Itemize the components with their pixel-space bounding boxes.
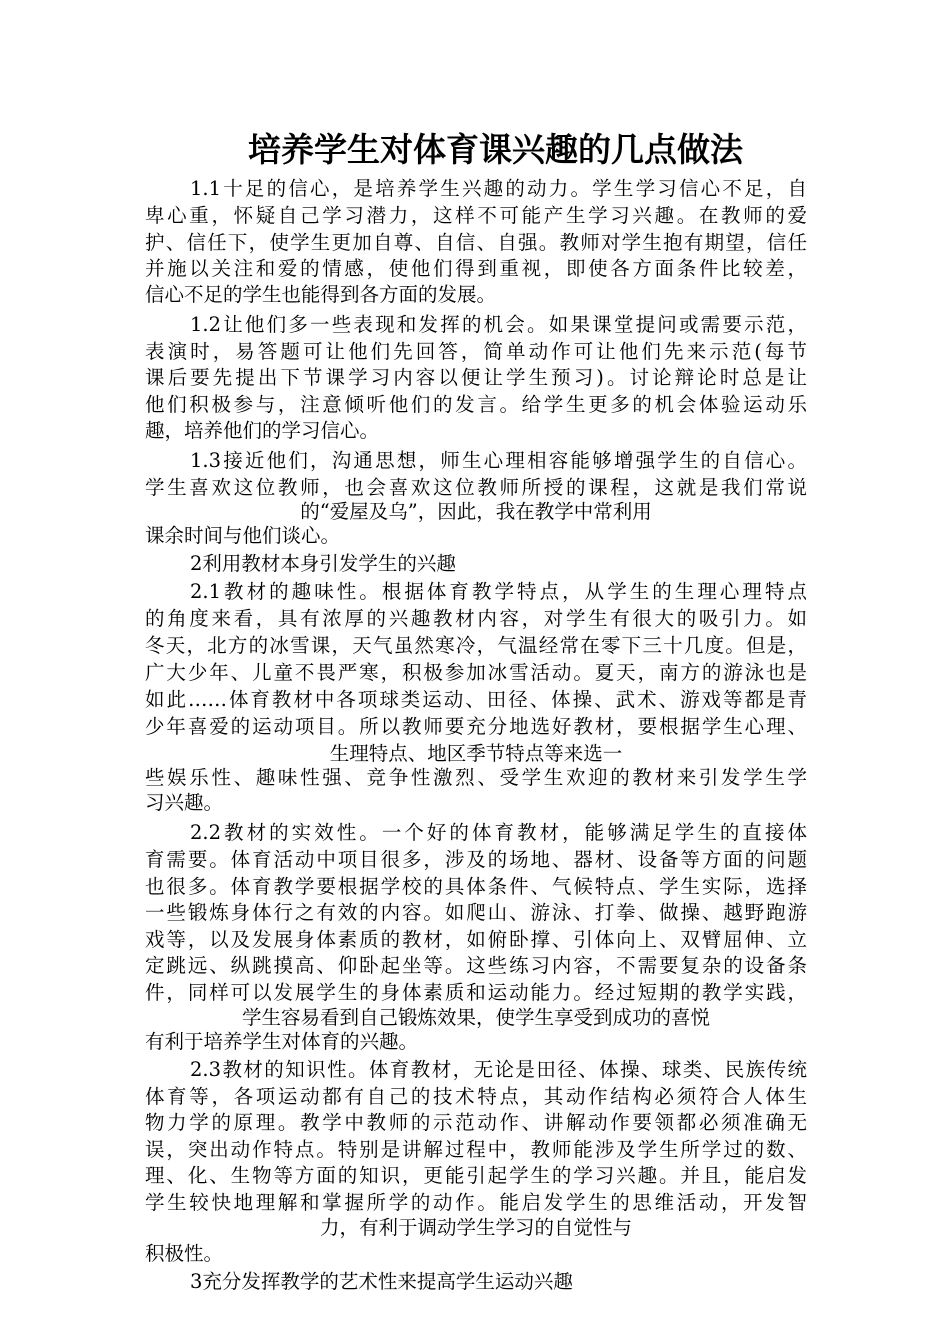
paragraph-line: 也很多。体育教学要根据学校的具体条件、气候特点、学生实际，选择 — [145, 875, 807, 898]
paragraph-line: 定跳远、纵跳摸高、仰卧起坐等。这些练习内容，不需要复杂的设备条 — [145, 954, 807, 977]
paragraph-line: 些娱乐性、趣味性强、竞争性激烈、受学生欢迎的教材来引发学生学 — [145, 766, 807, 789]
paragraph-line: 1.1十足的信心，是培养学生兴趣的动力。学生学习信心不足，自 — [190, 177, 807, 200]
paragraph-line: 课后要先提出下节课学习内容以便让学生预习)。讨论辩论时总是让 — [145, 366, 807, 389]
paragraph-line: 学生喜欢这位教师，也会喜欢这位教师所授的课程，这就是我们常说 — [145, 476, 807, 499]
paragraph-line: 理、化、生物等方面的知识，更能引起学生的学习兴趣。并且，能启发 — [145, 1164, 807, 1187]
paragraph-line: 2.3教材的知识性。体育教材，无论是田径、体操、球类、民族传统 — [190, 1058, 807, 1081]
paragraph-line: 体育等，各项运动都有自己的技术特点，其动作结构必须符合人体生 — [145, 1085, 807, 1108]
paragraph-line: 广大少年、儿童不畏严寒，积极参加冰雪活动。夏天，南方的游泳也是 — [145, 661, 807, 684]
paragraph-line: 信心不足的学生也能得到各方面的发展。 — [145, 283, 497, 306]
paragraph-line: 一些锻炼身体行之有效的内容。如爬山、游泳、打拳、做操、越野跑游 — [145, 901, 807, 924]
section-heading: 2利用教材本身引发学生的兴趣 — [190, 552, 456, 575]
paragraph-line: 1.3接近他们，沟通思想，师生心理相容能够增强学生的自信心。 — [190, 449, 807, 472]
paragraph-line: 卑心重，怀疑自己学习潜力，这样不可能产生学习兴趣。在教师的爱 — [145, 204, 807, 227]
paragraph-line: 学生较快地理解和掌握所学的动作。能启发学生的思维活动，开发智 — [145, 1191, 807, 1214]
paragraph-line: 戏等，以及发展身体素质的教材，如俯卧撑、引体向上、双臂屈伸、立 — [145, 928, 807, 951]
paragraph-line: 物力学的原理。教学中教师的示范动作、讲解动作要领都必须准确无 — [145, 1111, 807, 1134]
document-title: 培养学生对体育课兴趣的几点做法 — [248, 130, 743, 169]
paragraph-line: 2.2教材的实效性。一个好的体育教材，能够满足学生的直接体 — [190, 821, 807, 844]
paragraph-line: 趣，培养他们的学习信心。 — [145, 419, 380, 442]
paragraph-line: 学生容易看到自己锻炼效果，使学生享受到成功的喜悦 — [241, 1006, 710, 1029]
paragraph-line: 力，有利于调动学生学习的自觉性与 — [319, 1216, 632, 1239]
paragraph-line: 的角度来看，具有浓厚的兴趣教材内容，对学生有很大的吸引力。如 — [145, 607, 807, 630]
paragraph-line: 的“爱屋及乌”，因此，我在教学中常利用 — [300, 500, 652, 523]
paragraph-line: 习兴趣。 — [145, 791, 224, 814]
section-heading: 3充分发挥教学的艺术性来提高学生运动兴趣 — [190, 1270, 573, 1293]
paragraph-line: 表演时，易答题可让他们先回答，简单动作可让他们先来示范(每节 — [145, 340, 807, 363]
paragraph-line: 积极性。 — [145, 1242, 224, 1265]
paragraph-line: 如此……体育教材中各项球类运动、田径、体操、武术、游戏等都是青 — [145, 688, 807, 711]
paragraph-line: 误，突出动作特点。特别是讲解过程中，教师能涉及学生所学过的数、 — [145, 1138, 807, 1161]
paragraph-line: 生理特点、地区季节特点等来选一 — [329, 742, 623, 765]
paragraph-line: 1.2让他们多一些表现和发挥的机会。如果课堂提问或需要示范， — [190, 313, 807, 336]
paragraph-line: 2.1教材的趣味性。根据体育教学特点，从学生的生理心理特点 — [190, 580, 807, 603]
paragraph-line: 育需要。体育活动中项目很多，涉及的场地、器材、设备等方面的问题 — [145, 848, 807, 871]
paragraph-line: 有利于培养学生对体育的兴趣。 — [145, 1030, 419, 1053]
paragraph-line: 少年喜爱的运动项目。所以教师要充分地选好教材，要根据学生心理、 — [145, 715, 807, 738]
paragraph-line: 课余时间与他们谈心。 — [145, 524, 341, 547]
paragraph-line: 冬天，北方的冰雪课，天气虽然寒冷，气温经常在零下三十几度。但是， — [145, 634, 807, 657]
paragraph-line: 件，同样可以发展学生的身体素质和运动能力。经过短期的教学实践， — [145, 981, 807, 1004]
paragraph-line: 护、信任下，使学生更加自尊、自信、自强。教师对学生抱有期望，信任 — [145, 231, 807, 254]
paragraph-line: 并施以关注和爱的情感，使他们得到重视，即使各方面条件比较差， — [145, 257, 807, 280]
paragraph-line: 他们积极参与，注意倾听他们的发言。给学生更多的机会体验运动乐 — [145, 393, 807, 416]
